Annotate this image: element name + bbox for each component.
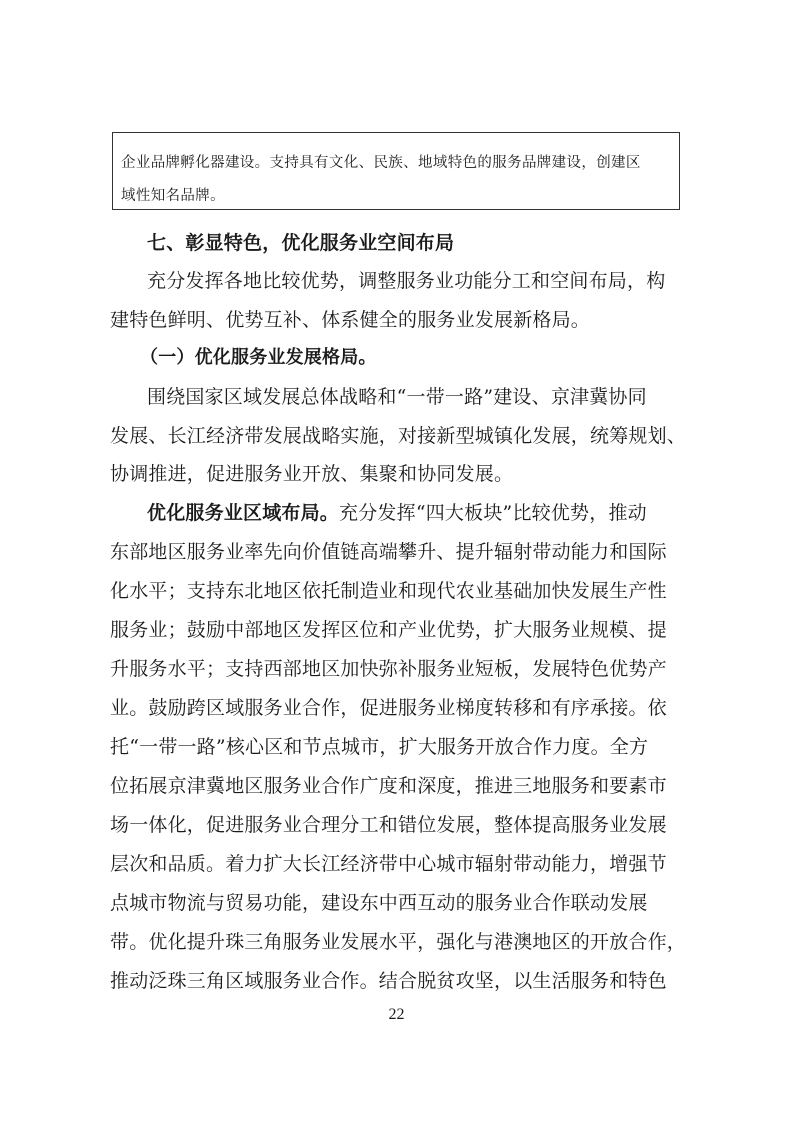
paragraph-line: 托“一带一路”核心区和节点城市，扩大服务开放合作力度。全方 <box>110 736 649 758</box>
paragraph-line: 服务业；鼓励中部地区发挥区位和产业优势，扩大服务业规模、提 <box>110 619 667 641</box>
section-heading: 七、彰显特色，优化服务业空间布局 <box>147 232 455 254</box>
subheading: （一）优化服务业发展格局。 <box>140 347 377 368</box>
paragraph-line: 充分发挥各地比较优势，调整服务业功能分工和空间布局，构 <box>147 270 666 292</box>
paragraph-line <box>147 498 647 525</box>
paragraph-line: 点城市物流与贸易功能，建设东中西互动的服务业合作联动发展 <box>110 892 648 914</box>
boxed-note-line: 企业品牌孵化器建设。支持具有文化、民族、地域特色的服务品牌建设，创建区 <box>121 155 641 171</box>
paragraph-line: 场一体化，促进服务业合理分工和错位发展，整体提高服务业发展 <box>110 814 667 836</box>
paragraph-line: 围绕国家区域发展总体战略和“一带一路”建设、京津冀协同 <box>147 386 647 408</box>
page-number: 22 <box>388 1006 405 1023</box>
paragraph-line: 发展、长江经济带发展战略实施，对接新型城镇化发展，统筹规划、 <box>110 425 687 447</box>
paragraph-line: 东部地区服务业率先向价值链高端攀升、提升辐射带动能力和国际 <box>110 541 667 563</box>
paragraph-line: 推动泛珠三角区域服务业合作。结合脱贫攻坚，以生活服务和特色 <box>110 970 667 992</box>
paragraph-line: 层次和品质。着力扩大长江经济带中心城市辐射带动能力，增强节 <box>110 853 667 875</box>
boxed-note-line: 域性知名品牌。 <box>121 188 225 204</box>
boxed-note <box>112 132 680 210</box>
paragraph-line: 位拓展京津冀地区服务业合作广度和深度，推进三地服务和要素市 <box>110 775 667 797</box>
paragraph-lead: 优化服务业区域布局。 <box>147 502 340 524</box>
paragraph-text: 充分发挥“四大板块”比较优势，推动 <box>339 502 647 524</box>
paragraph-line: 协调推进，促进服务业开放、集聚和协同发展。 <box>110 463 514 485</box>
paragraph-line: 业。鼓励跨区域服务业合作，促进服务业梯度转移和有序承接。依 <box>110 697 667 719</box>
paragraph-line: 带。优化提升珠三角服务业发展水平，强化与港澳地区的开放合作， <box>110 931 687 953</box>
paragraph-line: 化水平；支持东北地区依托制造业和现代农业基础加快发展生产性 <box>110 580 667 602</box>
paragraph-line: 建特色鲜明、优势互补、体系健全的服务业发展新格局。 <box>110 309 591 331</box>
paragraph-line: 升服务水平；支持西部地区加快弥补服务业短板，发展特色优势产 <box>110 658 667 680</box>
